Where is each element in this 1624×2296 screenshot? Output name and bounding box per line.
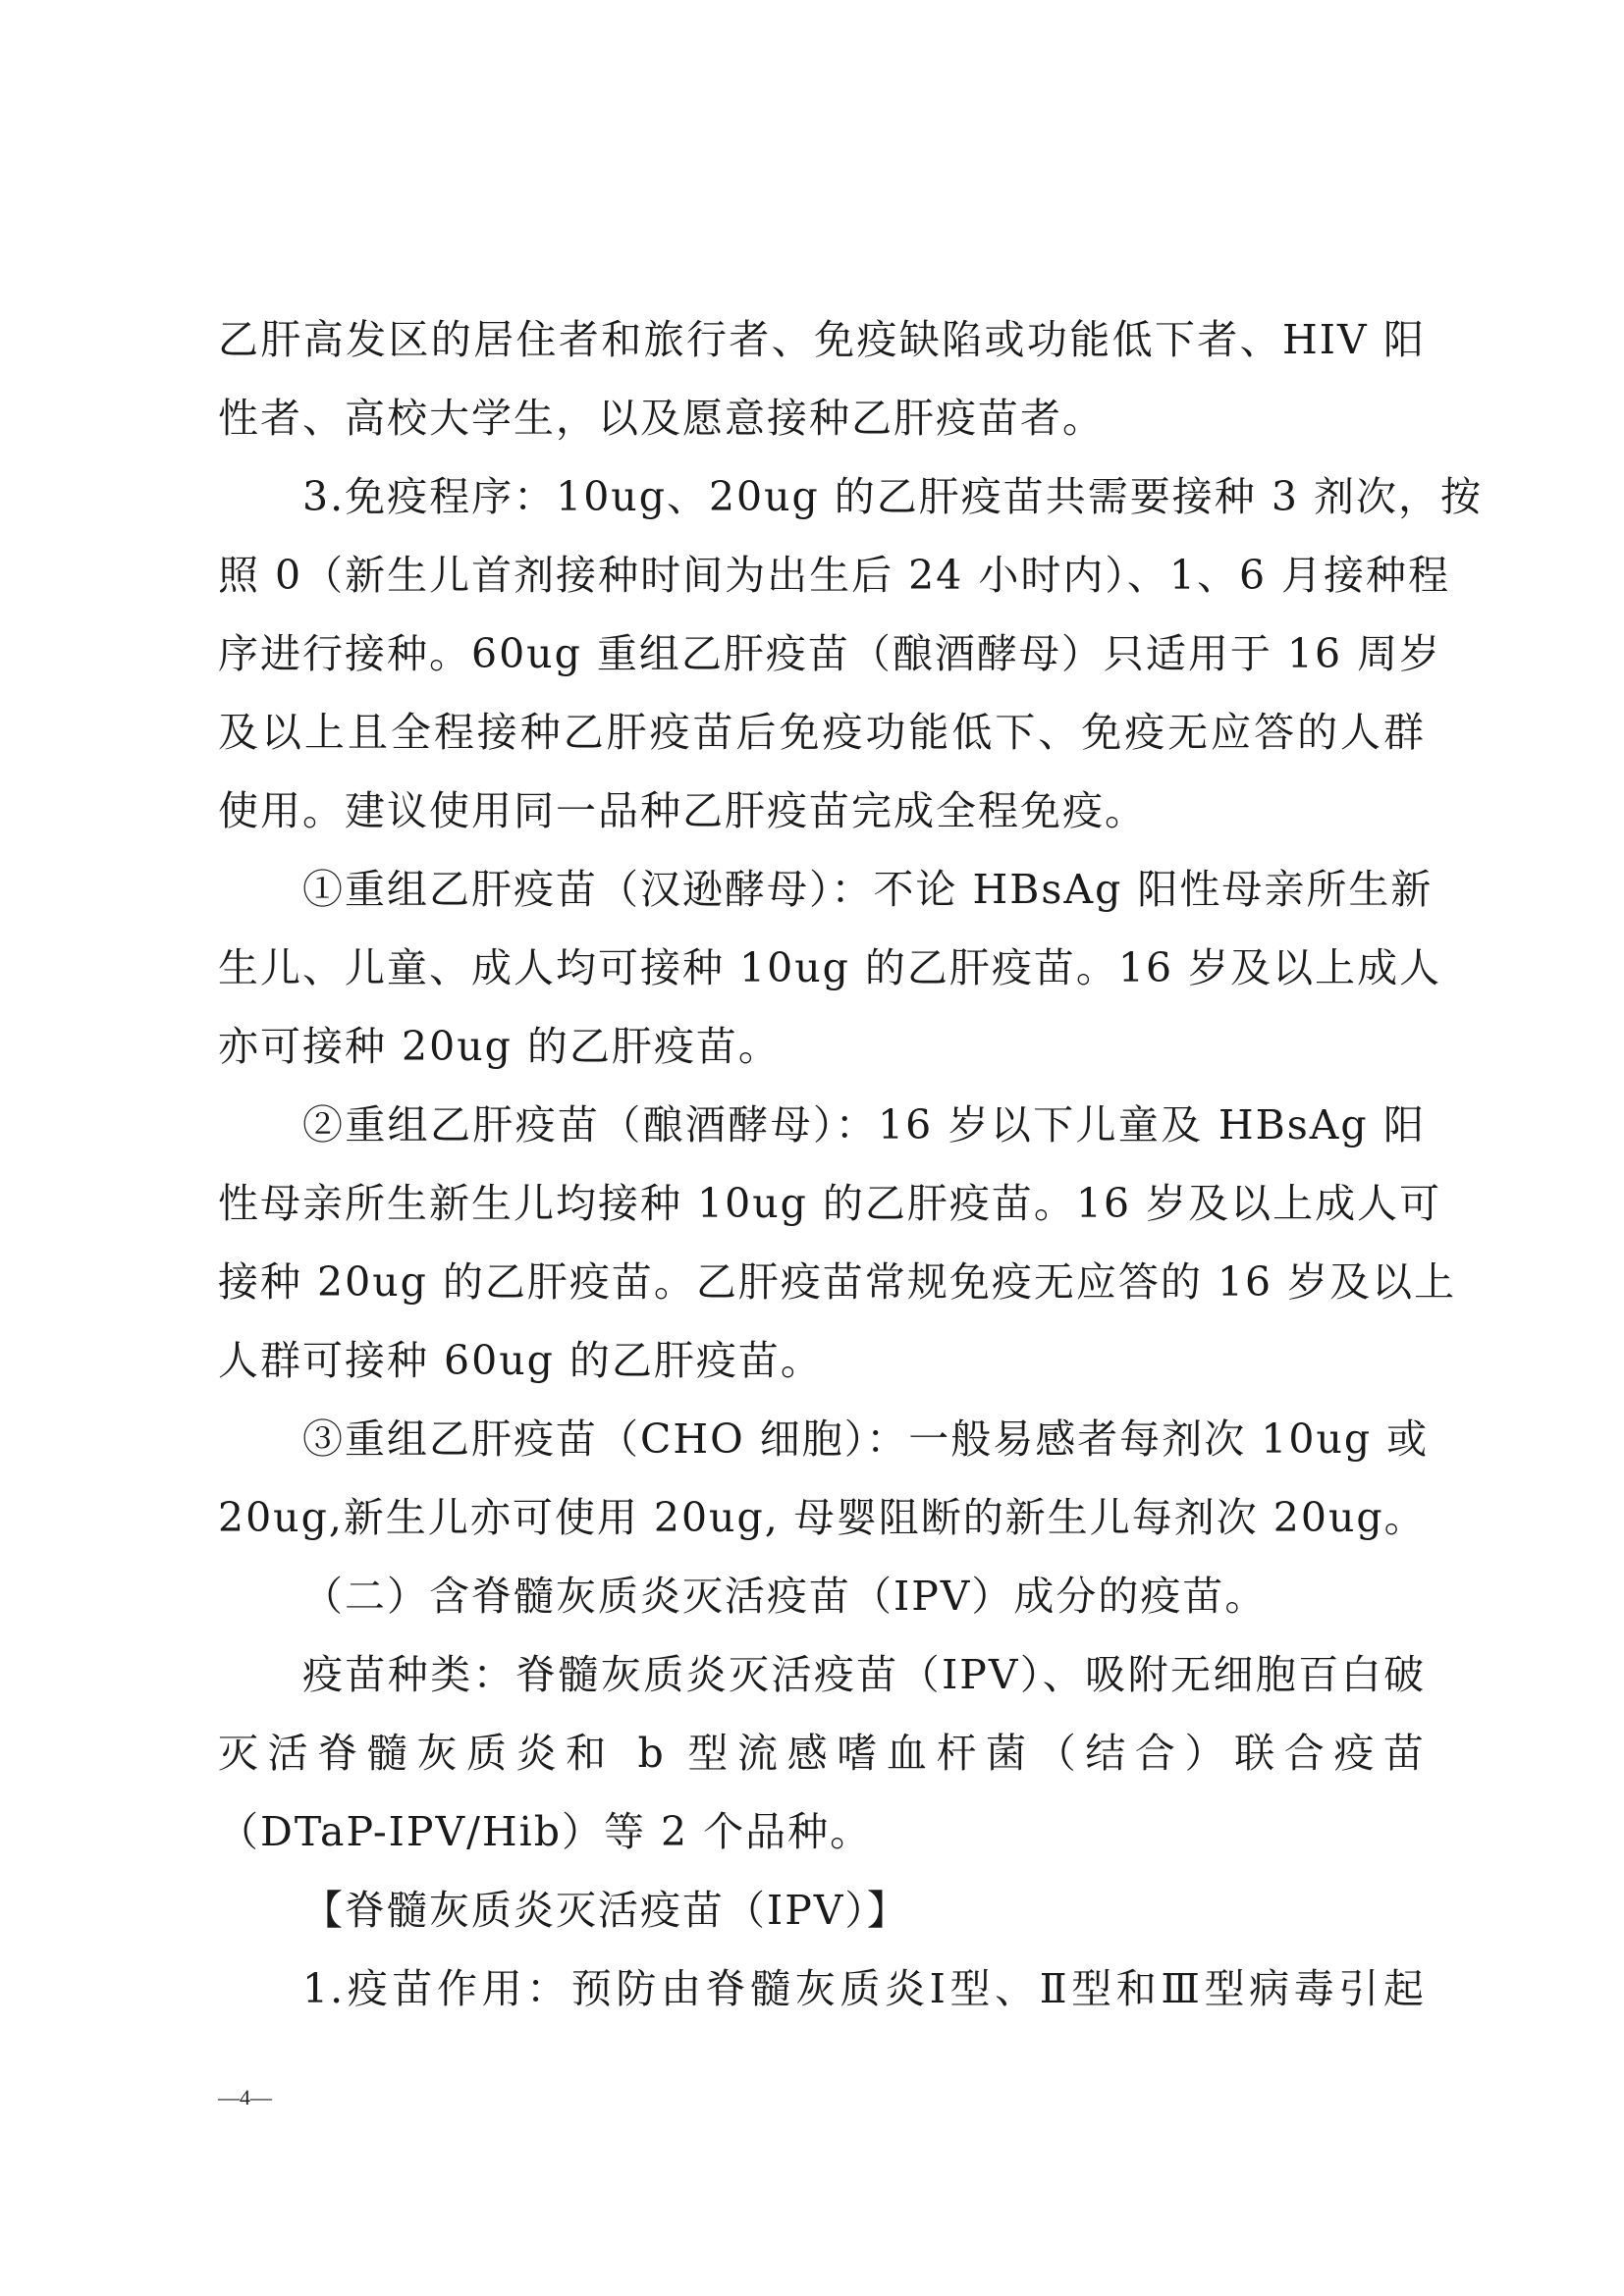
text-line: 及以上且全程接种乙肝疫苗后免疫功能低下、免疫无应答的人群 xyxy=(218,709,1426,756)
text-line: 乙肝高发区的居住者和旅行者、免疫缺陷或功能低下者、HIV 阳 xyxy=(218,316,1426,363)
text-line: 接种 20ug 的乙肝疫苗。乙肝疫苗常规免疫无应答的 16 岁及以上 xyxy=(218,1258,1457,1306)
text-line: 灭活脊髓灰质炎和 b 型流感嗜血杆菌（结合）联合疫苗 xyxy=(218,1730,1426,1777)
text-line: 性母亲所生新生儿均接种 10ug 的乙肝疫苗。16 岁及以上成人可 xyxy=(218,1180,1442,1227)
text-line: ①重组乙肝疫苗（汉逊酵母）：不论 HBsAg 阳性母亲所生新 xyxy=(302,866,1434,913)
text-line: 1.疫苗作用：预防由脊髓灰质炎Ⅰ型、Ⅱ型和Ⅲ型病毒引起 xyxy=(302,1965,1426,2012)
page-number: —4— xyxy=(218,2085,272,2109)
document-body xyxy=(218,300,1483,2028)
text-line: ②重组乙肝疫苗（酿酒酵母）：16 岁以下儿童及 HBsAg 阳 xyxy=(302,1101,1426,1148)
text-line: 使用。建议使用同一品种乙肝疫苗完成全程免疫。 xyxy=(218,787,1147,834)
text-line: 性者、高校大学生，以及愿意接种乙肝疫苗者。 xyxy=(218,395,1105,442)
text-line: 序进行接种。60ug 重组乙肝疫苗（酿酒酵母）只适用于 16 周岁 xyxy=(218,630,1442,677)
text-line: 【脊髓灰质炎灭活疫苗（IPV）】 xyxy=(302,1887,909,1934)
text-line: 生儿、儿童、成人均可接种 10ug 的乙肝疫苗。16 岁及以上成人 xyxy=(218,944,1442,991)
text-line: 3.免疫程序：10ug、20ug 的乙肝疫苗共需要接种 3 剂次，按 xyxy=(302,473,1483,520)
text-line: （DTaP-IPV/Hib）等 2 个品种。 xyxy=(218,1808,873,1855)
text-line: 人群可接种 60ug 的乙肝疫苗。 xyxy=(218,1337,823,1384)
text-line: 照 0（新生儿首剂接种时间为出生后 24 小时内）、1、6 月接种程 xyxy=(218,552,1451,599)
text-line: 亦可接种 20ug 的乙肝疫苗。 xyxy=(218,1023,781,1070)
text-line: 疫苗种类：脊髓灰质炎灭活疫苗（IPV）、吸附无细胞百白破 xyxy=(302,1651,1426,1698)
text-line: （二）含脊髓灰质炎灭活疫苗（IPV）成分的疫苗。 xyxy=(302,1573,1268,1620)
text-line: 20ug,新生儿亦可使用 20ug, 母婴阻断的新生儿每剂次 20ug。 xyxy=(218,1494,1427,1541)
text-line: ③重组乙肝疫苗（CHO 细胞）：一般易感者每剂次 10ug 或 xyxy=(302,1415,1430,1463)
